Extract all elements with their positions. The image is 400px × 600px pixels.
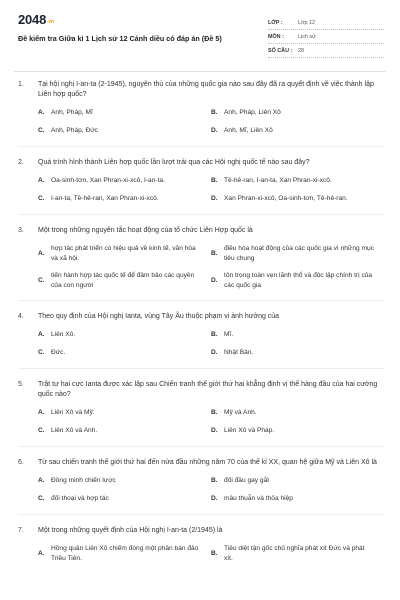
option-letter: B. [211, 409, 218, 417]
answer-option[interactable] [38, 330, 211, 340]
question-separator [18, 146, 384, 147]
answer-option[interactable] [211, 426, 384, 436]
option-text: Xan Phran-xi-xcô, Oa-sinh-tơn, Tê-hê-ran. [224, 195, 348, 203]
option-letter: A. [38, 177, 45, 185]
option-text: Anh, Pháp, Đức [51, 127, 98, 135]
option-text: điều hòa hoạt động của các quốc gia vì những mục tiêu chung [224, 245, 374, 262]
question-stem [18, 312, 384, 322]
question-text: Tại hội nghị I-an-ta (2-1945), nguyên thủ của những quốc gia nào sau đây đã ra quyết định về việc thành lập Liên hợp quốc? [38, 81, 374, 98]
option-letter: B. [211, 249, 218, 257]
question-item [18, 226, 384, 301]
question-separator [18, 300, 384, 301]
answer-option[interactable] [211, 108, 384, 118]
page-header [18, 12, 384, 62]
question-stem [18, 458, 384, 468]
option-text: Đức. [51, 349, 66, 357]
question-separator [18, 368, 384, 369]
answer-option[interactable] [211, 244, 384, 263]
option-letter: B. [211, 177, 218, 185]
option-text: Liên Xô và Anh. [51, 427, 98, 435]
question-stem [18, 526, 384, 536]
question-text: Một trong những quyết định của Hội nghị I-an-ta (2/1945) là [38, 527, 223, 534]
answer-options [18, 544, 384, 571]
answer-option[interactable] [38, 408, 211, 418]
option-text: đối thoại và hợp tác [51, 495, 109, 503]
answer-option[interactable] [38, 126, 211, 136]
answer-option[interactable] [211, 176, 384, 186]
option-letter: C. [38, 195, 45, 203]
option-letter: A. [38, 331, 45, 339]
option-text: Hồng quân Liên Xô chiếm đóng một phần bán đảo Triều Tiên. [51, 545, 199, 562]
option-letter: C. [38, 349, 45, 357]
meta-row-class [268, 16, 384, 30]
answer-options [18, 408, 384, 444]
option-letter: A. [38, 109, 45, 117]
answer-options [18, 176, 384, 212]
option-letter: D. [211, 195, 218, 203]
question-item [18, 380, 384, 447]
option-letter: A. [38, 409, 45, 417]
answer-option[interactable] [211, 194, 384, 204]
answer-options [18, 244, 384, 298]
meta-row-subject [268, 30, 384, 44]
answer-option[interactable] [211, 126, 384, 136]
option-text: Anh, Pháp, Liên Xô [224, 109, 281, 117]
question-number: 6. [18, 459, 24, 466]
question-number: 1. [18, 81, 24, 88]
option-letter: B. [211, 109, 218, 117]
answer-option[interactable] [211, 476, 384, 486]
question-number: 7. [18, 527, 24, 534]
option-text: mâu thuẫn và thỏa hiệp [224, 495, 293, 503]
logo-suffix: .vn [47, 19, 54, 25]
option-letter: D. [211, 495, 218, 503]
question-text: Một trong những nguyên tắc hoạt động của tổ chức Liên Hợp quốc là [38, 227, 253, 234]
answer-option[interactable] [38, 176, 211, 186]
question-number: 2. [18, 159, 24, 166]
option-letter: B. [211, 477, 218, 485]
question-item [18, 312, 384, 369]
answer-option[interactable] [38, 271, 211, 290]
question-text: Quá trình hình thành Liên hợp quốc lần lượt trải qua các Hội nghị quốc tế nào sau đây? [38, 159, 310, 166]
meta-key: SỐ CÂU : [268, 47, 293, 54]
option-text: Liên Xô và Pháp. [224, 427, 275, 435]
answer-option[interactable] [38, 494, 211, 504]
option-letter: A. [38, 549, 45, 557]
option-letter: C. [38, 495, 45, 503]
question-separator [18, 514, 384, 515]
question-number: 3. [18, 227, 24, 234]
meta-key: MÔN : [268, 33, 284, 40]
question-list [18, 80, 384, 582]
document-title: Đề kiểm tra Giữa kì 1 Lịch sử 12 Cánh diều có đáp án (Đề 5) [18, 34, 222, 43]
option-text: hợp tác phát triển có hiệu quả về kinh tế, văn hóa và xã hội. [51, 245, 196, 262]
question-number: 4. [18, 313, 24, 320]
option-letter: C. [38, 276, 45, 284]
option-letter: C. [38, 127, 45, 135]
option-letter: D. [211, 349, 218, 357]
option-text: đối đầu gay gắt [224, 477, 270, 485]
answer-option[interactable] [211, 544, 384, 563]
option-text: Tiêu diệt tận gốc chủ nghĩa phát xít Đức và phát xít. [224, 545, 365, 562]
answer-option[interactable] [38, 426, 211, 436]
question-separator [18, 214, 384, 215]
answer-option[interactable] [38, 476, 211, 486]
option-letter: C. [38, 427, 45, 435]
option-letter: D. [211, 127, 218, 135]
option-text: Đồng minh chiến lược [51, 477, 116, 485]
answer-option[interactable] [211, 408, 384, 418]
answer-option[interactable] [38, 544, 211, 563]
logo-main: 2048 [18, 12, 47, 27]
meta-value: 28 [298, 47, 304, 54]
question-item [18, 458, 384, 515]
answer-option[interactable] [211, 494, 384, 504]
question-stem [18, 158, 384, 168]
option-letter: A. [38, 477, 45, 485]
option-text: Liên Xô và Mỹ. [51, 409, 95, 417]
option-letter: D. [211, 276, 218, 284]
option-letter: D. [211, 427, 218, 435]
question-stem [18, 80, 384, 100]
option-text: Anh, Pháp, Mĩ [51, 109, 93, 117]
option-text: Mĩ. [224, 331, 234, 339]
option-text: Mỹ và Anh. [224, 409, 257, 417]
question-stem [18, 380, 384, 400]
option-text: tôn trọng toàn vẹn lãnh thổ và độc lập chính trị của các quốc gia [224, 272, 373, 289]
question-item [18, 80, 384, 147]
answer-option[interactable] [38, 244, 211, 263]
site-logo[interactable] [18, 12, 54, 27]
meta-key: LỚP : [268, 19, 283, 26]
option-text: Oa-sinh-tơn, Xan Phran-xi-xcô, I-an-ta. [51, 177, 165, 185]
header-divider [14, 71, 386, 72]
meta-value: Lịch sử [298, 33, 316, 40]
option-text: tiến hành hợp tác quốc tế để đảm bảo các quyền của con người [51, 272, 195, 289]
question-separator [18, 446, 384, 447]
option-text: Anh, Mĩ, Liên Xô [224, 127, 273, 135]
question-item [18, 158, 384, 215]
question-stem [18, 226, 384, 236]
answer-option[interactable] [38, 194, 211, 204]
answer-option[interactable] [38, 108, 211, 118]
option-letter: A. [38, 249, 45, 257]
meta-info-table [268, 16, 384, 58]
answer-option[interactable] [38, 348, 211, 358]
option-letter: B. [211, 331, 218, 339]
question-text: Từ sau chiến tranh thế giới thứ hai đến nửa đầu những năm 70 của thế kỉ XX, quan hệ giữa Mỹ và Liên Xô là [38, 459, 377, 466]
question-text: Theo quy định của Hội nghị Ianta, vùng Tây Âu thuộc phạm vi ảnh hưởng của [38, 313, 280, 320]
answer-option[interactable] [211, 348, 384, 358]
question-number: 5. [18, 381, 24, 388]
answer-options [18, 476, 384, 512]
option-text: I-an-ta, Tê-hê-ran, Xan Phran-xi-xcô. [51, 195, 159, 203]
question-item [18, 526, 384, 571]
option-text: Liên Xô. [51, 331, 76, 339]
answer-options [18, 330, 384, 366]
meta-row-count [268, 44, 384, 58]
answer-options [18, 108, 384, 144]
option-text: Tê-hê-ran, I-an-ta, Xan Phran-xi-xcô. [224, 177, 332, 185]
meta-value: Lớp 12 [298, 19, 316, 26]
option-letter: B. [211, 549, 218, 557]
answer-option[interactable] [211, 271, 384, 290]
question-text: Trật tự hai cực Ianta được xác lập sau Chiến tranh thế giới thứ hai khẳng định vị thế hàng đầu của hai cường quốc nào? [38, 381, 378, 398]
answer-option[interactable] [211, 330, 384, 340]
option-text: Nhật Bản. [224, 349, 254, 357]
